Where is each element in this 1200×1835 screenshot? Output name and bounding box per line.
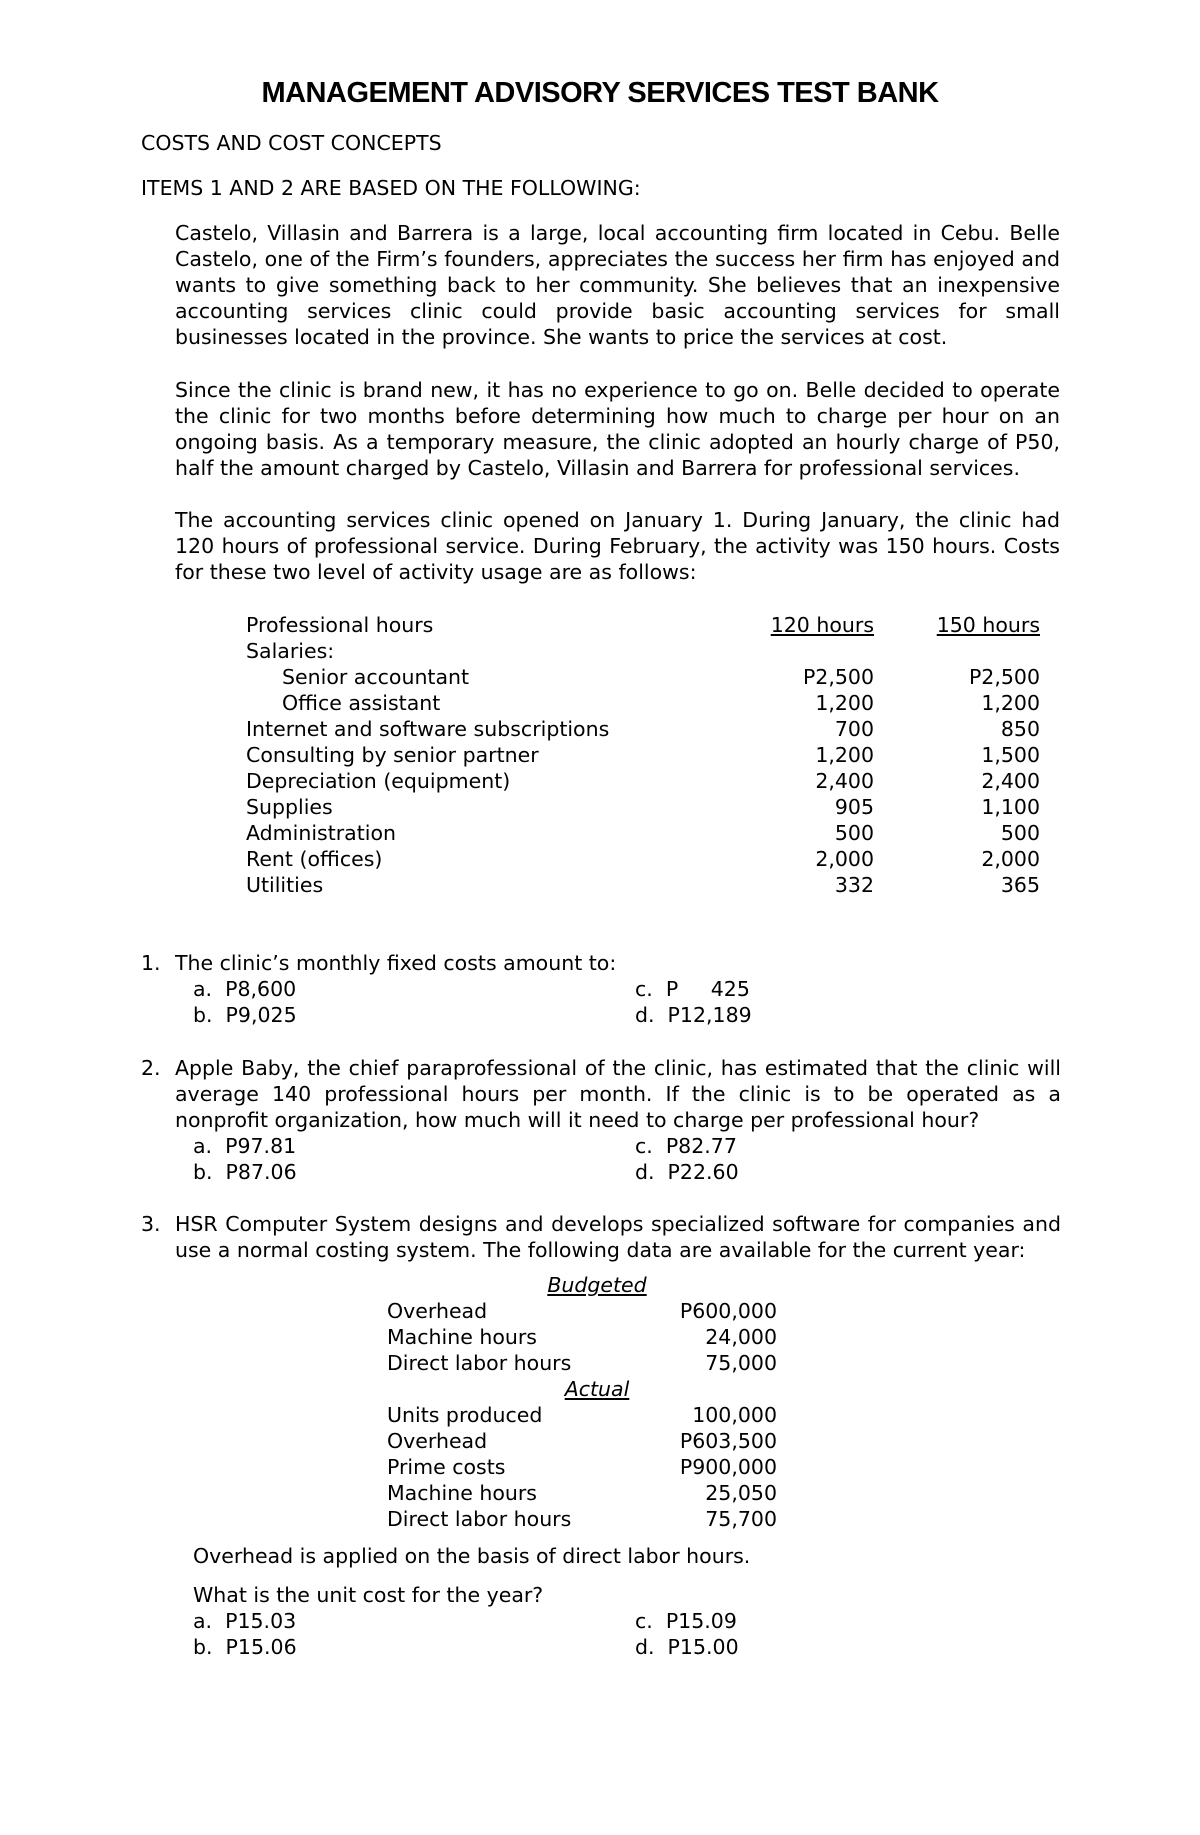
row-value: P600,000 (679, 1299, 777, 1323)
table-row (246, 820, 1040, 846)
choice-a: a. P97.81 (193, 1134, 297, 1158)
row-value-150: 850 (1000, 717, 1040, 741)
row-value: 100,000 (692, 1403, 777, 1427)
row-value-120: 2,400 (815, 769, 874, 793)
hsr-data-table (387, 1272, 787, 1532)
cost-table-header-label: Professional hours (246, 613, 434, 637)
table-row (246, 664, 1040, 690)
choice-d: d. P22.60 (635, 1160, 739, 1184)
cost-table-salaries-row (246, 638, 1026, 664)
row-label: Overhead (387, 1299, 488, 1323)
answer-choices (193, 1133, 1061, 1185)
choice-a: a. P8,600 (193, 977, 297, 1001)
row-label: Machine hours (387, 1325, 537, 1349)
row-value-150: 365 (1000, 873, 1040, 897)
row-label: Consulting by senior partner (246, 743, 539, 767)
row-value-120: 2,000 (815, 847, 874, 871)
question-stem: HSR Computer System designs and develops specialized software for companies and use a normal costing system. The following data are available for the current year: (175, 1212, 1061, 1262)
salaries-label: Salaries: (246, 639, 335, 663)
row-value-120: 905 (834, 795, 874, 819)
row-value-120: 700 (834, 717, 874, 741)
row-label: Senior accountant (282, 665, 470, 689)
row-value: P603,500 (679, 1429, 777, 1453)
row-value: 24,000 (705, 1325, 777, 1349)
row-value-120: 1,200 (815, 743, 874, 767)
table-row (246, 872, 1040, 898)
row-value-120: 500 (834, 821, 874, 845)
choice-d: d. P12,189 (635, 1003, 752, 1027)
row-value-150: P2,500 (968, 665, 1040, 689)
choice-b: b. P9,025 (193, 1003, 297, 1027)
row-label: Supplies (246, 795, 333, 819)
choice-c: c. P82.77 (635, 1134, 737, 1158)
items-heading: ITEMS 1 AND 2 ARE BASED ON THE FOLLOWING: (141, 176, 641, 200)
row-value: 75,000 (705, 1351, 777, 1375)
row-value-150: 1,200 (981, 691, 1040, 715)
question-3-choices (141, 1608, 1061, 1660)
choice-c: c. P 425 (635, 977, 750, 1001)
row-value: 75,700 (705, 1507, 777, 1531)
answer-choices (193, 976, 1061, 1028)
cost-table-header (246, 612, 1040, 638)
question-stem: The clinic’s monthly fixed costs amount to: (175, 951, 617, 975)
table-row (246, 690, 1040, 716)
row-label: Prime costs (387, 1455, 506, 1479)
section-heading: COSTS AND COST CONCEPTS (141, 131, 442, 155)
row-value-150: 2,000 (981, 847, 1040, 871)
table-row (387, 1298, 787, 1324)
overhead-note: Overhead is applied on the basis of direct labor hours. (193, 1544, 751, 1568)
question-2 (141, 1055, 1061, 1185)
actual-heading: Actual (564, 1377, 630, 1401)
table-row (387, 1324, 787, 1350)
row-value: 25,050 (705, 1481, 777, 1505)
table-row (246, 846, 1040, 872)
table-row (387, 1506, 787, 1532)
row-label: Office assistant (282, 691, 441, 715)
table-row (387, 1480, 787, 1506)
intro-paragraph-3: The accounting services clinic opened on January 1. During January, the clinic had 120 hours of professional service. During February, the activity was 150 hours. Costs for these two level of activity usage are as follows: (175, 508, 1060, 584)
budgeted-heading-row (387, 1272, 787, 1298)
row-label: Units produced (387, 1403, 543, 1427)
question-stem: Apple Baby, the chief paraprofessional of the clinic, has estimated that the clinic will average 140 professional hours per month. If the clinic is to be operated as a nonprofit organization, how much will it need to charge per professional hour? (175, 1056, 1061, 1132)
row-value-150: 1,500 (981, 743, 1040, 767)
table-row (387, 1454, 787, 1480)
question-number: 1. (141, 951, 161, 975)
choice-b: b. P15.06 (193, 1635, 297, 1659)
budgeted-heading: Budgeted (547, 1273, 647, 1297)
table-row (387, 1428, 787, 1454)
table-row (246, 768, 1040, 794)
row-value-120: P2,500 (802, 665, 874, 689)
document-title: MANAGEMENT ADVISORY SERVICES TEST BANK (261, 77, 939, 109)
row-value-150: 1,100 (981, 795, 1040, 819)
table-row (387, 1350, 787, 1376)
row-label: Machine hours (387, 1481, 537, 1505)
choice-b: b. P87.06 (193, 1160, 297, 1184)
intro-paragraph-2: Since the clinic is brand new, it has no experience to go on. Belle decided to operate the clinic for two months before determining how much to charge per hour on an ongoing basis. As a temporary measure, the clinic adopted an hourly charge of P50, half the amount charged by Castelo, Villasin and Barrera for professional services. (175, 378, 1060, 480)
question-number: 2. (141, 1056, 161, 1080)
intro-paragraph-1: Castelo, Villasin and Barrera is a large, local accounting firm located in Cebu. Belle Castelo, one of the Firm’s founders, appreciates the success her firm has enjoyed and wants to give something back to her community. She believes that an inexpensive accounting services clinic could provide basic accounting services for small businesses located in the province. She wants to price the services at cost. (175, 221, 1060, 349)
row-label: Direct labor hours (387, 1507, 572, 1531)
cost-table (246, 612, 1040, 898)
row-label: Internet and software subscriptions (246, 717, 610, 741)
cost-table-col2-header: 150 hours (936, 613, 1040, 637)
answer-choices (193, 1608, 1061, 1660)
choice-a: a. P15.03 (193, 1609, 297, 1633)
row-label: Utilities (246, 873, 324, 897)
choice-c: c. P15.09 (635, 1609, 737, 1633)
row-value-150: 500 (1000, 821, 1040, 845)
row-label: Overhead (387, 1429, 488, 1453)
table-row (246, 716, 1040, 742)
row-label: Administration (246, 821, 397, 845)
table-row (246, 794, 1040, 820)
row-label: Direct labor hours (387, 1351, 572, 1375)
unit-cost-prompt: What is the unit cost for the year? (193, 1583, 544, 1607)
choice-d: d. P15.00 (635, 1635, 739, 1659)
table-row (387, 1402, 787, 1428)
row-label: Depreciation (equipment) (246, 769, 511, 793)
question-1 (141, 950, 1061, 1028)
cost-table-col1-header: 120 hours (770, 613, 874, 637)
row-value: P900,000 (679, 1455, 777, 1479)
table-row (246, 742, 1040, 768)
row-value-120: 332 (834, 873, 874, 897)
row-label: Rent (offices) (246, 847, 383, 871)
question-number: 3. (141, 1212, 161, 1236)
actual-heading-row (387, 1376, 787, 1402)
row-value-150: 2,400 (981, 769, 1040, 793)
question-3 (141, 1211, 1061, 1263)
row-value-120: 1,200 (815, 691, 874, 715)
